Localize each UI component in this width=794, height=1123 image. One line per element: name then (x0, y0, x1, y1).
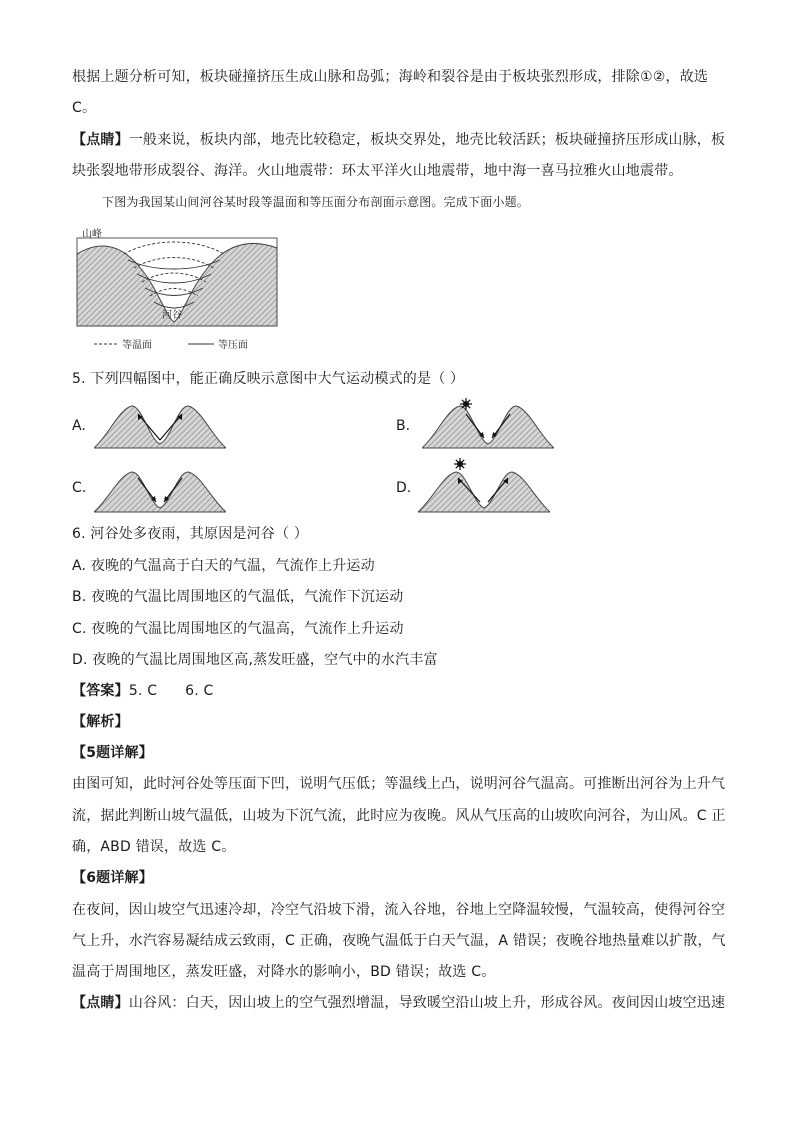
legend-isotherm-label: 等温面 (122, 340, 152, 351)
answer-text: 5. C 6. C (128, 683, 214, 699)
analysis-tag: 【解析】 (72, 714, 129, 730)
note-tag: 【点睛】 (72, 132, 129, 148)
mountain-terrain (418, 472, 550, 512)
mountain-terrain (94, 472, 226, 512)
detail-5-line: 确，ABD 错误，故选 C。 (72, 839, 236, 855)
option-c-label[interactable]: C. (72, 480, 87, 496)
valley-cross-section-figure (72, 226, 282, 356)
detail-6-line: 气上升，水汽容易凝结成云致雨，C 正确，夜晚气温低于白天气温，A 错误；夜晚谷地热量难以扩散，气 (72, 933, 726, 949)
question-6-option-d[interactable]: D. 夜晚的气温比周围地区高,蒸发旺盛，空气中的水汽丰富 (72, 652, 438, 668)
final-note-line (72, 994, 724, 1012)
option-d-label[interactable]: D. (396, 480, 412, 496)
text-line: 根据上题分析可知，板块碰撞挤压生成山脉和岛弧；海岭和裂谷是由于板块张烈形成，排除①②，故选 (72, 69, 709, 85)
text-line: 块张裂地带形成裂谷、海洋。火山地震带：环太平洋火山地震带，地中海一喜马拉雅火山地震带。 (72, 163, 683, 179)
note-text: 山谷风：白天，因山坡上的空气强烈增温，导致暖空沿山坡上升，形成谷风。夜间因山坡空迅速 (128, 995, 726, 1011)
legend-isobar-label: 等压面 (218, 340, 248, 351)
option-b-label[interactable]: B. (396, 418, 411, 434)
question-6-stem: 6. 河谷处多夜雨，其原因是河谷（ ） (72, 526, 309, 542)
figure-caption: 下图为我国某山间河谷某时段等温面和等压面分布剖面示意图。完成下面小题。 (102, 195, 530, 209)
text-line: C。 (72, 100, 97, 116)
detail-6-line: 温高于周围地区，蒸发旺盛，对降水的影响小，BD 错误；故选 C。 (72, 964, 496, 980)
detail-5-line: 由图可知，此时河谷处等压面下凹，说明气压低；等温线上凸，说明河谷气温高。可推断出河谷为上升气 (72, 776, 726, 792)
detail-6-tag: 【6题详解】 (72, 870, 153, 886)
detail-6-line: 在夜间，因山坡空气迅速冷却，冷空气沿坡下滑，流入谷地，谷地上空降温较慢，气温较高，使得河谷空 (72, 902, 726, 918)
question-5-stem: 5. 下列四幅图中，能正确反映示意图中大气运动模式的是（ ） (72, 371, 465, 387)
mountain-terrain (422, 406, 554, 448)
question-6-option-c[interactable]: C. 夜晚的气温比周围地区的气温高，气流作上升运动 (72, 621, 404, 637)
sun-icon (454, 458, 466, 470)
option-a-diagram[interactable] (94, 396, 226, 452)
detail-5-tag: 【5题详解】 (72, 745, 153, 761)
option-d-diagram[interactable] (418, 456, 550, 514)
option-b-diagram[interactable] (422, 396, 554, 452)
answer-tag: 【答案】 (72, 683, 129, 699)
option-a-label[interactable]: A. (72, 418, 86, 434)
question-6-option-a[interactable]: A. 夜晚的气温高于白天的气温，气流作上升运动 (72, 558, 375, 574)
note-text: 一般来说，板块内部，地壳比较稳定，板块交界处，地壳比较活跃；板块碰撞挤压形成山脉，板 (128, 132, 726, 148)
note-tag: 【点睛】 (72, 995, 129, 1011)
mountain-terrain (94, 406, 226, 448)
text-line (72, 131, 724, 149)
valley-label: 河谷 (162, 310, 182, 321)
question-6-option-b[interactable]: B. 夜晚的气温比周围地区的气温低，气流作下沉运动 (72, 589, 404, 605)
moon-icon (182, 458, 188, 470)
option-c-diagram[interactable] (94, 456, 226, 514)
peak-label: 山峰 (82, 229, 102, 240)
answer-line (72, 682, 724, 700)
detail-5-line: 流，据此判断山坡气温低，山坡为下沉气流，此时应为夜晚。风从气压高的山坡吹向河谷，为山风。C 正 (72, 808, 726, 824)
